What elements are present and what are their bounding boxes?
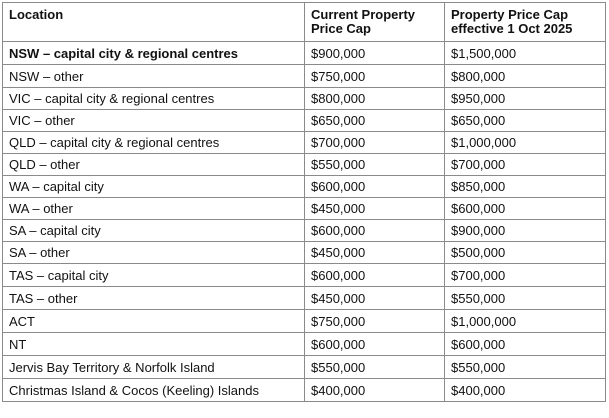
- new-cap-cell: $550,000: [445, 356, 606, 379]
- table-row: [3, 88, 606, 110]
- new-cap-cell: $400,000: [445, 379, 606, 402]
- new-cap-cell: $700,000: [445, 264, 606, 287]
- location-cell: NSW – capital city & regional centres: [3, 42, 305, 65]
- new-cap-cell: $1,500,000: [445, 42, 606, 65]
- table-row: [3, 176, 606, 198]
- current-cap-cell: $450,000: [305, 287, 445, 310]
- location-cell: NSW – other: [3, 65, 305, 88]
- current-cap-cell: $750,000: [305, 65, 445, 88]
- current-cap-cell: $600,000: [305, 264, 445, 287]
- current-cap-cell: $550,000: [305, 356, 445, 379]
- current-cap-cell: $750,000: [305, 310, 445, 333]
- header-location: Location: [3, 3, 305, 42]
- location-cell: QLD – other: [3, 154, 305, 176]
- location-cell: TAS – capital city: [3, 264, 305, 287]
- table-row: [3, 264, 606, 287]
- table-row: [3, 198, 606, 220]
- current-cap-cell: $900,000: [305, 42, 445, 65]
- location-cell: NT: [3, 333, 305, 356]
- new-cap-cell: $1,000,000: [445, 310, 606, 333]
- price-cap-table: [2, 2, 606, 402]
- new-cap-cell: $950,000: [445, 88, 606, 110]
- table-row: [3, 42, 606, 65]
- current-cap-cell: $800,000: [305, 88, 445, 110]
- current-cap-cell: $600,000: [305, 220, 445, 242]
- location-cell: ACT: [3, 310, 305, 333]
- table-row: [3, 287, 606, 310]
- new-cap-cell: $1,000,000: [445, 132, 606, 154]
- header-current-price-cap: Current Property Price Cap: [305, 3, 445, 42]
- location-cell: VIC – capital city & regional centres: [3, 88, 305, 110]
- location-cell: WA – other: [3, 198, 305, 220]
- current-cap-cell: $450,000: [305, 198, 445, 220]
- current-cap-cell: $700,000: [305, 132, 445, 154]
- table-row: [3, 220, 606, 242]
- new-cap-cell: $700,000: [445, 154, 606, 176]
- new-cap-cell: $500,000: [445, 242, 606, 264]
- new-cap-cell: $900,000: [445, 220, 606, 242]
- table-row: [3, 333, 606, 356]
- header-new-price-cap: Property Price Cap effective 1 Oct 2025: [445, 3, 606, 42]
- current-cap-cell: $450,000: [305, 242, 445, 264]
- table-header-row: [3, 3, 606, 42]
- table-row: [3, 132, 606, 154]
- location-cell: VIC – other: [3, 110, 305, 132]
- new-cap-cell: $550,000: [445, 287, 606, 310]
- table-row: [3, 356, 606, 379]
- table-row: [3, 154, 606, 176]
- table-row: [3, 65, 606, 88]
- location-cell: TAS – other: [3, 287, 305, 310]
- current-cap-cell: $650,000: [305, 110, 445, 132]
- new-cap-cell: $600,000: [445, 198, 606, 220]
- table-row: [3, 310, 606, 333]
- location-cell: SA – capital city: [3, 220, 305, 242]
- location-cell: WA – capital city: [3, 176, 305, 198]
- table-row: [3, 110, 606, 132]
- current-cap-cell: $400,000: [305, 379, 445, 402]
- table-row: [3, 379, 606, 402]
- current-cap-cell: $550,000: [305, 154, 445, 176]
- current-cap-cell: $600,000: [305, 333, 445, 356]
- new-cap-cell: $600,000: [445, 333, 606, 356]
- location-cell: SA – other: [3, 242, 305, 264]
- location-cell: Christmas Island & Cocos (Keeling) Islands: [3, 379, 305, 402]
- table-row: [3, 242, 606, 264]
- current-cap-cell: $600,000: [305, 176, 445, 198]
- location-cell: Jervis Bay Territory & Norfolk Island: [3, 356, 305, 379]
- location-cell: QLD – capital city & regional centres: [3, 132, 305, 154]
- new-cap-cell: $800,000: [445, 65, 606, 88]
- new-cap-cell: $850,000: [445, 176, 606, 198]
- new-cap-cell: $650,000: [445, 110, 606, 132]
